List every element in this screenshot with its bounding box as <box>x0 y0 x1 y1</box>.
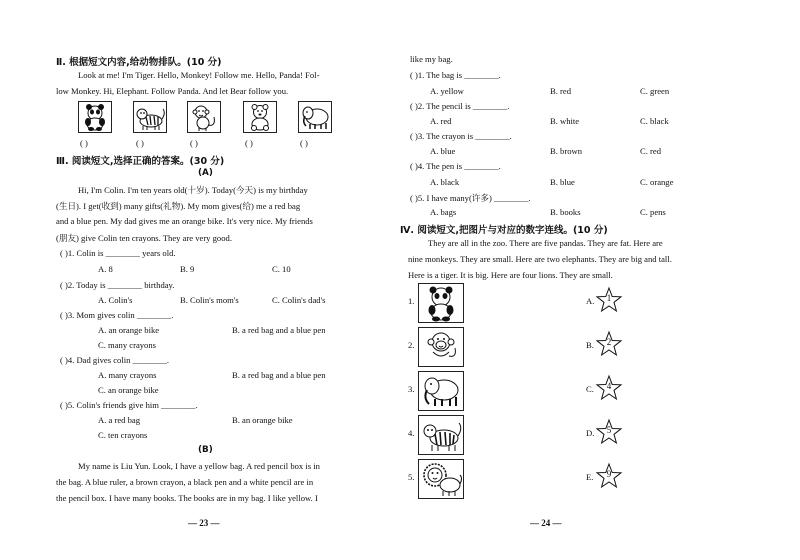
section-4-title: Ⅳ. 阅读短文,把图片与对应的数字连线。(10 分) <box>400 225 608 236</box>
star-shape[interactable] <box>596 463 622 489</box>
option-c[interactable]: C. ten crayons <box>98 430 148 440</box>
star-shape[interactable] <box>596 287 622 313</box>
option-b[interactable]: B. books <box>550 207 581 217</box>
answer-paren[interactable]: ( ) <box>136 138 144 148</box>
paragraph-line: nine monkeys. They are small. Here are two elephants. They are big and tall. <box>408 254 672 264</box>
star-number: 5 <box>606 425 612 435</box>
option-c[interactable]: C. green <box>640 86 670 96</box>
option-c[interactable]: C. black <box>640 116 669 126</box>
option-a[interactable]: A. an orange bike <box>98 325 160 335</box>
option-a[interactable]: A. 8 <box>98 264 113 274</box>
paragraph-line: the bag. A blue ruler, a brown crayon, a black pen and a white pencil are in <box>56 477 314 487</box>
question-5: ( )5. Colin's friends give him ________. <box>60 400 198 410</box>
question-3: ( )3. The crayon is ________. <box>410 131 512 141</box>
picture-number: 2. <box>408 340 415 350</box>
option-c[interactable]: C. many crayons <box>98 340 156 350</box>
option-b[interactable]: B. 9 <box>180 264 195 274</box>
option-c[interactable]: C. an orange bike <box>98 385 159 395</box>
option-c[interactable]: C. 10 <box>272 264 291 274</box>
option-c[interactable]: C. orange <box>640 177 674 187</box>
star-number: 2 <box>606 337 612 347</box>
question-1: ( )1. Colin is ________ years old. <box>60 248 176 258</box>
option-b[interactable]: B. Colin's mom's <box>180 295 239 305</box>
picture-number: 5. <box>408 472 415 482</box>
option-b[interactable]: B. an orange bike <box>232 415 293 425</box>
star-shape[interactable] <box>596 419 622 445</box>
section-2-title: Ⅱ. 根据短文内容,给动物排队。(10 分) <box>56 57 222 68</box>
elephant-picture <box>298 101 332 133</box>
star-letter: B. <box>586 340 594 350</box>
tiger-picture <box>133 101 167 133</box>
question-2: ( )2. The pencil is ________. <box>410 101 510 111</box>
part-a-label: (A) <box>198 168 213 178</box>
question-1: ( )1. The bag is ________. <box>410 70 501 80</box>
question-5: ( )5. I have many(许多) ________. <box>410 193 531 203</box>
bear-picture <box>243 101 277 133</box>
option-b[interactable]: B. a red bag and a blue pen <box>232 325 326 335</box>
option-a[interactable]: A. many crayons <box>98 370 157 380</box>
option-a[interactable]: A. yellow <box>430 86 464 96</box>
star-number: 9 <box>606 469 612 479</box>
option-a[interactable]: A. red <box>430 116 452 126</box>
option-b[interactable]: B. white <box>550 116 580 126</box>
paragraph-line: and a blue pen. My dad gives me an orange bike. It's very nice. My friends <box>56 216 313 226</box>
option-b[interactable]: B. red <box>550 86 572 96</box>
page-number: — 23 — <box>188 518 220 528</box>
monkey-icon <box>188 102 220 132</box>
paragraph-line: They are all in the zoo. There are five pandas. They are fat. Here are <box>428 238 663 248</box>
option-c[interactable]: C. red <box>640 146 662 156</box>
monkey-picture[interactable] <box>418 327 464 367</box>
paragraph-line: Look at me! I'm Tiger. Hello, Monkey! Follow me. Hello, Panda! Fol- <box>78 70 320 80</box>
elephant-icon <box>299 102 331 132</box>
paragraph-line: low Monkey. Hi, Elephant. Follow Panda. And let Bear follow you. <box>56 86 289 96</box>
star-shape[interactable] <box>596 331 622 357</box>
paragraph-line: (生日). I get(收到) many gifts(礼物). My mom gives(给) me a red bag <box>56 201 301 211</box>
option-b[interactable]: B. a red bag and a blue pen <box>232 370 326 380</box>
picture-number: 1. <box>408 296 415 306</box>
star-letter: A. <box>586 296 595 306</box>
option-a[interactable]: A. Colin's <box>98 295 133 305</box>
section-3-title: Ⅲ. 阅读短文,选择正确的答案。(30 分) <box>56 156 225 167</box>
paragraph-line: (朋友) give Colin ten crayons. They are very good. <box>56 233 232 243</box>
answer-paren[interactable]: ( ) <box>245 138 253 148</box>
panda-icon <box>79 102 111 132</box>
elephant-icon <box>419 372 463 410</box>
panda-icon <box>419 284 463 322</box>
answer-paren[interactable]: ( ) <box>190 138 198 148</box>
part-b-label: (B) <box>198 445 213 455</box>
bear-icon <box>244 102 276 132</box>
star-number: 4 <box>606 381 612 391</box>
star-letter: D. <box>586 428 595 438</box>
option-c[interactable]: C. Colin's dad's <box>272 295 326 305</box>
picture-number: 3. <box>408 384 415 394</box>
question-4: ( )4. Dad gives colin ________. <box>60 355 170 365</box>
paragraph-line: My name is Liu Yun. Look, I have a yellow bag. A red pencil box is in <box>78 461 320 471</box>
star-number: 1 <box>606 293 612 303</box>
tiger-icon <box>134 102 166 132</box>
star-letter: E. <box>586 472 594 482</box>
answer-paren[interactable]: ( ) <box>300 138 308 148</box>
option-a[interactable]: A. a red bag <box>98 415 140 425</box>
question-3: ( )3. Mom gives colin ________. <box>60 310 174 320</box>
star-shape[interactable] <box>596 375 622 401</box>
tiger-picture[interactable] <box>418 415 464 455</box>
option-a[interactable]: A. bags <box>430 207 457 217</box>
paragraph-line: Here is a tiger. It is big. Here are four lions. They are small. <box>408 270 613 280</box>
paragraph-line: like my bag. <box>410 54 453 64</box>
question-4: ( )4. The pen is ________. <box>410 161 501 171</box>
option-a[interactable]: A. black <box>430 177 460 187</box>
tiger-icon <box>419 416 463 454</box>
star-letter: C. <box>586 384 594 394</box>
option-b[interactable]: B. blue <box>550 177 575 187</box>
monkey-icon <box>419 328 463 366</box>
option-a[interactable]: A. blue <box>430 146 456 156</box>
panda-picture[interactable] <box>418 283 464 323</box>
monkey-picture <box>187 101 221 133</box>
option-c[interactable]: C. pens <box>640 207 666 217</box>
picture-number: 4. <box>408 428 415 438</box>
elephant-picture[interactable] <box>418 371 464 411</box>
option-b[interactable]: B. brown <box>550 146 582 156</box>
lion-picture[interactable] <box>418 459 464 499</box>
panda-picture <box>78 101 112 133</box>
answer-paren[interactable]: ( ) <box>80 138 88 148</box>
paragraph-line: Hi, I'm Colin. I'm ten years old(十岁). Today(今天) is my birthday <box>78 185 308 195</box>
lion-icon <box>419 460 463 498</box>
paragraph-line: the pencil box. I have many books. The books are in my bag. I like yellow. I <box>56 493 318 503</box>
question-2: ( )2. Today is ________ birthday. <box>60 280 175 290</box>
page-number: — 24 — <box>530 518 562 528</box>
